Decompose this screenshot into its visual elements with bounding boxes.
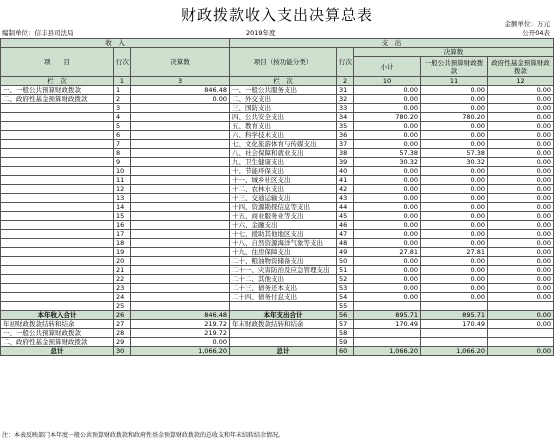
income-row-no-cell: 26 bbox=[114, 311, 131, 320]
col-2: 2 bbox=[337, 77, 354, 86]
final-amount-group-header: 决算数 bbox=[354, 48, 554, 57]
table-row bbox=[1, 86, 554, 95]
income-amount-cell bbox=[131, 230, 230, 239]
general-budget-cell: 780.20 bbox=[421, 113, 488, 122]
expense-item-cell bbox=[230, 338, 337, 347]
income-item-cell bbox=[1, 248, 114, 257]
table-row bbox=[1, 248, 554, 257]
income-item-cell bbox=[1, 239, 114, 248]
expense-item-cell: 二、外交支出 bbox=[230, 95, 337, 104]
subtotal-cell: 0.00 bbox=[354, 293, 421, 302]
expense-row-no-cell: 44 bbox=[337, 203, 354, 212]
expense-row-no-cell: 59 bbox=[337, 338, 354, 347]
expense-item-cell: 十三、交通运输支出 bbox=[230, 194, 337, 203]
form-code: 公开04表 bbox=[522, 29, 550, 37]
expense-item-cell: 四、公共安全支出 bbox=[230, 113, 337, 122]
general-budget-cell: 0.00 bbox=[421, 212, 488, 221]
gov-fund-cell: 0.00 bbox=[488, 284, 554, 293]
expense-item-cell: 十六、金融支出 bbox=[230, 221, 337, 230]
gov-fund-cell: 0.00 bbox=[488, 239, 554, 248]
income-row-no-cell: 10 bbox=[114, 167, 131, 176]
expense-row-no-cell: 39 bbox=[337, 158, 354, 167]
subtotal-cell: 0.00 bbox=[354, 104, 421, 113]
expense-row-no-cell: 52 bbox=[337, 275, 354, 284]
income-item-cell bbox=[1, 293, 114, 302]
subtotal-cell: 0.00 bbox=[354, 122, 421, 131]
general-budget-cell: 0.00 bbox=[421, 95, 488, 104]
income-amount-cell bbox=[131, 122, 230, 131]
income-amount-cell bbox=[131, 131, 230, 140]
expense-item-cell: 一、一般公共服务支出 bbox=[230, 86, 337, 95]
income-amount-cell bbox=[131, 140, 230, 149]
general-budget-cell: 0.00 bbox=[421, 266, 488, 275]
general-budget-cell: 895.71 bbox=[421, 311, 488, 320]
income-amount-cell: 219.72 bbox=[131, 329, 230, 338]
expense-row-no-cell: 32 bbox=[337, 95, 354, 104]
expense-header: 支 出 bbox=[230, 39, 554, 48]
table-row bbox=[1, 257, 554, 266]
table-row bbox=[1, 203, 554, 212]
income-amount-cell bbox=[131, 176, 230, 185]
subtotal-cell: 0.00 bbox=[354, 131, 421, 140]
expense-item-cell: 九、卫生健康支出 bbox=[230, 158, 337, 167]
subtotal-cell: 0.00 bbox=[354, 239, 421, 248]
income-row-no-cell: 1 bbox=[114, 86, 131, 95]
table-row bbox=[1, 113, 554, 122]
subtotal-cell: 1,066.20 bbox=[354, 347, 421, 356]
item-header: 项 目 bbox=[1, 48, 114, 77]
subtotal-cell: 0.00 bbox=[354, 221, 421, 230]
income-item-cell bbox=[1, 203, 114, 212]
subtotal-cell: 0.00 bbox=[354, 212, 421, 221]
general-budget-cell bbox=[421, 302, 488, 311]
income-amount-cell: 0.00 bbox=[131, 95, 230, 104]
income-item-cell: 一、一般公共预算财政拨款 bbox=[1, 329, 114, 338]
table-row bbox=[1, 131, 554, 140]
general-budget-cell: 0.00 bbox=[421, 104, 488, 113]
general-budget-cell: 0.00 bbox=[421, 86, 488, 95]
gov-fund-cell bbox=[488, 338, 554, 347]
page-title: 财政拨款收入支出决算总表 bbox=[180, 6, 373, 24]
table-row bbox=[1, 302, 554, 311]
income-amount-cell bbox=[131, 158, 230, 167]
expense-row-no-header: 行次 bbox=[337, 48, 354, 77]
row-no-header: 行次 bbox=[114, 48, 131, 77]
expense-item-cell: 十八、自然资源海洋气象等支出 bbox=[230, 239, 337, 248]
expense-item-cell: 本年支出合计 bbox=[230, 311, 337, 320]
col-12: 12 bbox=[488, 77, 554, 86]
income-item-cell bbox=[1, 140, 114, 149]
subtotal-cell: 0.00 bbox=[354, 95, 421, 104]
gov-fund-cell: 0.00 bbox=[488, 221, 554, 230]
table-row bbox=[1, 95, 554, 104]
subtotal-cell: 0.00 bbox=[354, 167, 421, 176]
table-row bbox=[1, 266, 554, 275]
general-budget-cell: 0.00 bbox=[421, 185, 488, 194]
expense-item-cell: 二十三、债务还本支出 bbox=[230, 284, 337, 293]
subtotal-cell: 0.00 bbox=[354, 275, 421, 284]
expense-row-no-cell: 58 bbox=[337, 329, 354, 338]
table-row bbox=[1, 347, 554, 356]
income-item-cell bbox=[1, 284, 114, 293]
income-item-cell bbox=[1, 104, 114, 113]
expense-row-no-cell: 40 bbox=[337, 167, 354, 176]
table-row bbox=[1, 176, 554, 185]
gov-fund-cell: 0.00 bbox=[488, 185, 554, 194]
income-item-cell bbox=[1, 230, 114, 239]
general-budget-cell: 0.00 bbox=[421, 257, 488, 266]
table-row bbox=[1, 185, 554, 194]
table-row bbox=[1, 230, 554, 239]
subtotal-cell: 0.00 bbox=[354, 284, 421, 293]
income-row-no-cell: 25 bbox=[114, 302, 131, 311]
income-row-no-cell: 16 bbox=[114, 221, 131, 230]
general-budget-cell: 0.00 bbox=[421, 284, 488, 293]
income-item-cell bbox=[1, 131, 114, 140]
income-item-cell bbox=[1, 149, 114, 158]
gov-fund-cell: 0.00 bbox=[488, 320, 554, 329]
income-row-no-cell: 9 bbox=[114, 158, 131, 167]
table-row bbox=[1, 122, 554, 131]
expense-row-no-cell: 43 bbox=[337, 194, 354, 203]
table-row bbox=[1, 275, 554, 284]
income-amount-cell bbox=[131, 293, 230, 302]
gov-fund-cell: 0.00 bbox=[488, 194, 554, 203]
subtotal-cell: 0.00 bbox=[354, 176, 421, 185]
expense-item-cell: 十九、住房保障支出 bbox=[230, 248, 337, 257]
expense-row-no-cell: 50 bbox=[337, 257, 354, 266]
col-1: 1 bbox=[114, 77, 131, 86]
income-row-no-cell: 30 bbox=[114, 347, 131, 356]
income-row-no-cell: 7 bbox=[114, 140, 131, 149]
expense-row-no-cell: 31 bbox=[337, 86, 354, 95]
income-amount-cell bbox=[131, 248, 230, 257]
income-row-no-cell: 2 bbox=[114, 95, 131, 104]
income-row-no-cell: 3 bbox=[114, 104, 131, 113]
income-row-no-cell: 13 bbox=[114, 194, 131, 203]
expense-item-cell: 年末财政拨款结转和结余 bbox=[230, 320, 337, 329]
income-row-no-cell: 8 bbox=[114, 149, 131, 158]
expense-row-no-cell: 51 bbox=[337, 266, 354, 275]
income-item-cell bbox=[1, 122, 114, 131]
income-row-no-cell: 24 bbox=[114, 293, 131, 302]
expense-row-no-cell: 60 bbox=[337, 347, 354, 356]
gov-fund-cell: 0.00 bbox=[488, 149, 554, 158]
income-item-cell bbox=[1, 194, 114, 203]
table-row bbox=[1, 338, 554, 347]
expense-row-no-cell: 36 bbox=[337, 131, 354, 140]
expense-item-cell: 七、文化旅游体育与传媒支出 bbox=[230, 140, 337, 149]
gov-fund-cell: 0.00 bbox=[488, 95, 554, 104]
col-11: 11 bbox=[421, 77, 488, 86]
income-row-no-cell: 14 bbox=[114, 203, 131, 212]
expense-row-no-cell: 57 bbox=[337, 320, 354, 329]
income-item-cell bbox=[1, 257, 114, 266]
table-row bbox=[1, 329, 554, 338]
general-budget-cell: 0.00 bbox=[421, 275, 488, 284]
income-item-cell bbox=[1, 113, 114, 122]
expense-item-cell: 十、节能环保支出 bbox=[230, 167, 337, 176]
general-budget-cell: 57.38 bbox=[421, 149, 488, 158]
expense-row-no-cell: 34 bbox=[337, 113, 354, 122]
col-label: 栏 次 bbox=[1, 77, 114, 86]
income-amount-cell: 219.72 bbox=[131, 320, 230, 329]
gov-fund-cell: 0.00 bbox=[488, 158, 554, 167]
expense-row-no-cell: 48 bbox=[337, 239, 354, 248]
general-budget-cell: 0.00 bbox=[421, 167, 488, 176]
expense-item-cell: 二十一、灾害防治及应急管理支出 bbox=[230, 266, 337, 275]
income-item-cell: 一、一般公共预算财政拨款 bbox=[1, 86, 114, 95]
org-label: 编制单位：信丰县司法局 bbox=[2, 29, 74, 37]
income-item-cell bbox=[1, 212, 114, 221]
gov-fund-cell: 0.00 bbox=[488, 248, 554, 257]
gov-fund-cell: 0.00 bbox=[488, 140, 554, 149]
expense-item-cell bbox=[230, 302, 337, 311]
income-row-no-cell: 5 bbox=[114, 122, 131, 131]
expense-item-cell: 八、社会保障和就业支出 bbox=[230, 149, 337, 158]
general-budget-cell: 0.00 bbox=[421, 176, 488, 185]
table-row bbox=[1, 158, 554, 167]
subtotal-cell: 780.20 bbox=[354, 113, 421, 122]
subtotal-cell bbox=[354, 338, 421, 347]
income-item-cell: 二、政府性基金预算财政拨款 bbox=[1, 95, 114, 104]
income-row-no-cell: 21 bbox=[114, 266, 131, 275]
income-row-no-cell: 17 bbox=[114, 230, 131, 239]
subtotal-cell: 0.00 bbox=[354, 257, 421, 266]
income-amount-cell bbox=[131, 275, 230, 284]
income-row-no-cell: 22 bbox=[114, 275, 131, 284]
income-amount-cell bbox=[131, 239, 230, 248]
table-row bbox=[1, 194, 554, 203]
expense-row-no-cell: 37 bbox=[337, 140, 354, 149]
footnote: 注：本表反映部门本年度一般公共预算财政拨款和政府性基金预算财政拨款的总收支和年末结转结余情况。 bbox=[2, 432, 285, 439]
gov-fund-cell: 0.00 bbox=[488, 122, 554, 131]
subtotal-cell: 0.00 bbox=[354, 266, 421, 275]
income-item-cell bbox=[1, 221, 114, 230]
subtotal-cell: 0.00 bbox=[354, 194, 421, 203]
subtotal-cell: 30.32 bbox=[354, 158, 421, 167]
general-budget-cell: 0.00 bbox=[421, 140, 488, 149]
table-row bbox=[1, 239, 554, 248]
income-row-no-cell: 27 bbox=[114, 320, 131, 329]
expense-item-cell: 二十四、债务付息支出 bbox=[230, 293, 337, 302]
gov-fund-cell: 0.00 bbox=[488, 257, 554, 266]
general-budget-cell: 0.00 bbox=[421, 221, 488, 230]
income-item-cell: 年初财政拨款结转和结余 bbox=[1, 320, 114, 329]
income-amount-cell bbox=[131, 167, 230, 176]
gov-fund-cell: 0.00 bbox=[488, 347, 554, 356]
income-row-no-cell: 20 bbox=[114, 257, 131, 266]
expense-row-no-cell: 42 bbox=[337, 185, 354, 194]
income-amount-cell: 1,066.20 bbox=[131, 347, 230, 356]
subtotal-cell: 27.81 bbox=[354, 248, 421, 257]
income-item-cell bbox=[1, 185, 114, 194]
expense-item-cell: 十七、援助其他地区支出 bbox=[230, 230, 337, 239]
income-item-cell: 二、政府性基金预算财政拨款 bbox=[1, 338, 114, 347]
income-amount-cell bbox=[131, 266, 230, 275]
expense-item-cell: 十二、农林水支出 bbox=[230, 185, 337, 194]
income-header: 收 入 bbox=[1, 39, 230, 48]
subtotal-cell bbox=[354, 329, 421, 338]
income-amount-cell bbox=[131, 212, 230, 221]
general-budget-cell: 0.00 bbox=[421, 203, 488, 212]
expense-row-no-cell: 33 bbox=[337, 104, 354, 113]
expense-row-no-cell: 54 bbox=[337, 293, 354, 302]
expense-item-cell: 十五、商业服务业等支出 bbox=[230, 212, 337, 221]
income-row-no-cell: 11 bbox=[114, 176, 131, 185]
general-budget-cell: 0.00 bbox=[421, 122, 488, 131]
income-item-cell bbox=[1, 302, 114, 311]
income-row-no-cell: 23 bbox=[114, 284, 131, 293]
expense-item-cell bbox=[230, 329, 337, 338]
expense-row-no-cell: 53 bbox=[337, 284, 354, 293]
income-item-cell bbox=[1, 275, 114, 284]
expense-row-no-cell: 35 bbox=[337, 122, 354, 131]
income-row-no-cell: 4 bbox=[114, 113, 131, 122]
income-row-no-cell: 15 bbox=[114, 212, 131, 221]
income-amount-cell bbox=[131, 221, 230, 230]
subtotal-cell: 0.00 bbox=[354, 185, 421, 194]
table-row bbox=[1, 320, 554, 329]
income-amount-cell bbox=[131, 104, 230, 113]
general-budget-cell: 0.00 bbox=[421, 131, 488, 140]
gov-fund-cell: 0.00 bbox=[488, 230, 554, 239]
income-item-cell bbox=[1, 158, 114, 167]
table-row bbox=[1, 221, 554, 230]
subtotal-cell: 0.00 bbox=[354, 140, 421, 149]
subtotal-cell: 170.49 bbox=[354, 320, 421, 329]
expense-item-cell: 十四、资源勘探信息等支出 bbox=[230, 203, 337, 212]
expense-row-no-cell: 56 bbox=[337, 311, 354, 320]
income-row-no-cell: 19 bbox=[114, 248, 131, 257]
income-row-no-cell: 28 bbox=[114, 329, 131, 338]
income-amount-cell bbox=[131, 203, 230, 212]
table-row bbox=[1, 167, 554, 176]
general-budget-cell bbox=[421, 329, 488, 338]
income-amount-cell: 846.48 bbox=[131, 86, 230, 95]
income-amount-cell: 846.48 bbox=[131, 311, 230, 320]
expense-item-cell: 总计 bbox=[230, 347, 337, 356]
final-amount-header: 决算数 bbox=[131, 48, 230, 77]
subtotal-cell bbox=[354, 302, 421, 311]
col-3: 3 bbox=[131, 77, 230, 86]
expense-row-no-cell: 55 bbox=[337, 302, 354, 311]
unit-label: 金额单位：万元 bbox=[504, 20, 550, 28]
general-budget-cell: 170.49 bbox=[421, 320, 488, 329]
gov-fund-cell: 0.00 bbox=[488, 113, 554, 122]
expense-row-no-cell: 47 bbox=[337, 230, 354, 239]
general-budget-cell: 1,066.20 bbox=[421, 347, 488, 356]
subtotal-header: 小计 bbox=[354, 57, 421, 77]
income-item-cell bbox=[1, 266, 114, 275]
expense-item-cell: 二十、粮油物资储备支出 bbox=[230, 257, 337, 266]
income-row-no-cell: 18 bbox=[114, 239, 131, 248]
general-budget-cell bbox=[421, 338, 488, 347]
income-amount-cell bbox=[131, 113, 230, 122]
table-row bbox=[1, 140, 554, 149]
general-budget-header: 一般公共预算财政拨款 bbox=[421, 57, 488, 77]
subtotal-cell: 57.38 bbox=[354, 149, 421, 158]
general-budget-cell: 0.00 bbox=[421, 194, 488, 203]
finance-table bbox=[0, 38, 554, 356]
income-row-no-cell: 6 bbox=[114, 131, 131, 140]
year-label: 2019年度 bbox=[246, 29, 276, 37]
table-row bbox=[1, 311, 554, 320]
general-budget-cell: 0.00 bbox=[421, 293, 488, 302]
gov-fund-header: 政府性基金预算财政拨款 bbox=[488, 57, 554, 77]
subtotal-cell: 0.00 bbox=[354, 230, 421, 239]
expense-item-cell: 二十二、其他支出 bbox=[230, 275, 337, 284]
income-amount-cell bbox=[131, 185, 230, 194]
gov-fund-cell: 0.00 bbox=[488, 86, 554, 95]
col-label-expense: 栏 次 bbox=[230, 77, 337, 86]
table-row bbox=[1, 212, 554, 221]
gov-fund-cell: 0.00 bbox=[488, 176, 554, 185]
general-budget-cell: 0.00 bbox=[421, 230, 488, 239]
table-row bbox=[1, 293, 554, 302]
table-row bbox=[1, 149, 554, 158]
gov-fund-cell: 0.00 bbox=[488, 293, 554, 302]
gov-fund-cell: 0.00 bbox=[488, 203, 554, 212]
gov-fund-cell: 0.00 bbox=[488, 131, 554, 140]
income-item-cell bbox=[1, 176, 114, 185]
income-amount-cell bbox=[131, 284, 230, 293]
income-amount-cell bbox=[131, 257, 230, 266]
income-row-no-cell: 29 bbox=[114, 338, 131, 347]
gov-fund-cell: 0.00 bbox=[488, 311, 554, 320]
col-10: 10 bbox=[354, 77, 421, 86]
expense-row-no-cell: 49 bbox=[337, 248, 354, 257]
expense-row-no-cell: 41 bbox=[337, 176, 354, 185]
general-budget-cell: 0.00 bbox=[421, 239, 488, 248]
gov-fund-cell: 0.00 bbox=[488, 275, 554, 284]
gov-fund-cell: 0.00 bbox=[488, 167, 554, 176]
expense-row-no-cell: 45 bbox=[337, 212, 354, 221]
general-budget-cell: 27.81 bbox=[421, 248, 488, 257]
subtotal-cell: 0.00 bbox=[354, 203, 421, 212]
general-budget-cell: 30.32 bbox=[421, 158, 488, 167]
subtotal-cell: 895.71 bbox=[354, 311, 421, 320]
income-item-cell: 本年收入合计 bbox=[1, 311, 114, 320]
expense-item-cell: 十一、城乡社区支出 bbox=[230, 176, 337, 185]
expense-row-no-cell: 46 bbox=[337, 221, 354, 230]
expense-item-cell: 六、科学技术支出 bbox=[230, 131, 337, 140]
income-item-cell: 总计 bbox=[1, 347, 114, 356]
income-amount-cell bbox=[131, 302, 230, 311]
gov-fund-cell: 0.00 bbox=[488, 212, 554, 221]
income-amount-cell: 0.00 bbox=[131, 338, 230, 347]
expense-item-cell: 五、教育支出 bbox=[230, 122, 337, 131]
table-row bbox=[1, 284, 554, 293]
income-amount-cell bbox=[131, 194, 230, 203]
expense-item-cell: 三、国防支出 bbox=[230, 104, 337, 113]
income-item-cell bbox=[1, 167, 114, 176]
subtotal-cell: 0.00 bbox=[354, 86, 421, 95]
expense-row-no-cell: 38 bbox=[337, 149, 354, 158]
expense-item-header: 项目（按功能分类） bbox=[230, 48, 337, 77]
table-row bbox=[1, 104, 554, 113]
income-row-no-cell: 12 bbox=[114, 185, 131, 194]
gov-fund-cell bbox=[488, 302, 554, 311]
gov-fund-cell: 0.00 bbox=[488, 266, 554, 275]
gov-fund-cell bbox=[488, 329, 554, 338]
income-amount-cell bbox=[131, 149, 230, 158]
gov-fund-cell: 0.00 bbox=[488, 104, 554, 113]
